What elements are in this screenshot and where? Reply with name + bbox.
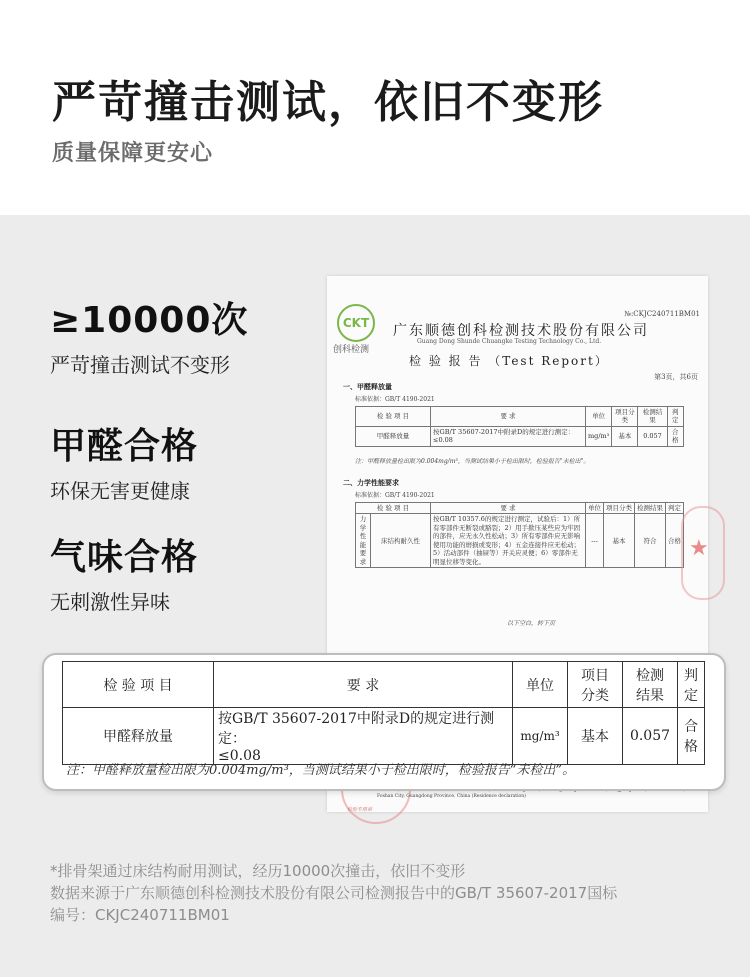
zoom-cell-req (214, 708, 513, 765)
zoomed-table (62, 661, 705, 765)
cell: 合格 (667, 426, 683, 446)
zoom-note: 注：甲醛释放量检出限为0.004mg/m³，当测试结果小于检出限时，检验报告“未检出”。 (66, 763, 576, 778)
zoom-header-row (63, 662, 705, 708)
zoom-data-row (63, 708, 705, 765)
header-cell: 检 验 项 目 (356, 407, 431, 427)
page-subtitle: 质量保障更安心 (52, 141, 214, 166)
zoom-header-result-line1: 检测 (636, 667, 664, 684)
zoom-header-result-line2: 结果 (636, 687, 664, 704)
zoom-cell-class: 基本 (568, 708, 623, 765)
zoom-req-line2: ≤0.08 (218, 748, 261, 764)
zoom-header-judge: 判定 (678, 662, 705, 708)
section1-note: 注：甲醛释放量检出限为0.004mg/m³，当测试结果小于检出限时，检验报告"未检出"。 (355, 458, 590, 465)
report-company: 广东顺德创科检测技术股份有限公司 (393, 323, 649, 339)
blank-note: 以下空白，转下页 (507, 620, 556, 627)
header-cell: 项目分类 (604, 503, 635, 514)
stamp-caption: 检验专用章 (347, 807, 373, 813)
cell: --- (586, 514, 604, 568)
section1-heading: 一、甲醛释放量 (343, 382, 392, 391)
header-cell: 判定 (667, 407, 683, 427)
table-row (356, 426, 684, 446)
zoom-header-class-line2: 分类 (581, 687, 609, 704)
cell: 基本 (604, 514, 635, 568)
page-title: 严苛撞击测试，依旧不变形 (52, 77, 604, 128)
section1-basis: 标准依据：GB/T 4190-2021 (355, 396, 435, 403)
section2-table (355, 502, 684, 568)
report-company-en: Guang Dong Shunde Chuangke Testing Technology Co., Ltd. (417, 338, 602, 345)
feature-odor-desc: 无刺激性异味 (50, 590, 170, 614)
header-cell: 单位 (586, 407, 612, 427)
zoom-req-line1: 按GB/T 35607-2017中附录D的规定进行测定： (218, 711, 495, 747)
feature-odor (50, 529, 198, 615)
header-section (0, 0, 750, 215)
header-cell: 检测结果 (635, 503, 666, 514)
cell: 按GB/T 10357.6的规定进行测定，试验后：1）所有零部件无断裂或豁裂；2）用手揿压某些应为牢固的部件，应无永久性松动；3）所有零部件应无影响使用功能的磨损或变形；4）五金连接件应无松动；5）活动部件（抽屉等）开关应灵便；6）零部件无明显位移等变化。 (431, 514, 586, 568)
zoom-header-req: 要 求 (214, 662, 513, 708)
zoom-header-class-line1: 项目 (581, 667, 609, 684)
feature-impact (50, 292, 248, 378)
cell: 0.057 (638, 426, 667, 446)
footnote-line3: 编号：CKJC240711BM01 (50, 906, 230, 924)
cell: 甲醛释放量 (356, 426, 431, 446)
footnote-line2: 数据来源于广东顺德创科检测技术股份有限公司检测报告中的GB/T 35607-2017国标 (50, 884, 618, 902)
feature-formaldehyde-desc: 环保无害更健康 (50, 479, 190, 503)
feature-impact-value: ≥10000次 (50, 300, 249, 341)
section2-basis: 标准依据：GB/T 4190-2021 (355, 492, 435, 499)
footnote (50, 860, 617, 926)
section2-heading: 二、力学性能要求 (343, 478, 399, 487)
cell: 合格 (666, 514, 684, 568)
zoom-header-item: 检 验 项 目 (63, 662, 214, 708)
table-header-row (356, 503, 684, 514)
cell: mg/m³ (586, 426, 612, 446)
header-cell: 检 验 项 目 (356, 503, 431, 514)
feature-formaldehyde-value: 甲醛合格 (50, 426, 199, 467)
zoom-cell-judge: 合格 (678, 708, 705, 765)
header-cell: 要 求 (431, 503, 586, 514)
header-cell: 单位 (586, 503, 604, 514)
table-row (356, 514, 684, 568)
footnote-line1: *排骨架通过床结构耐用测试，经历10000次撞击，依旧不变形 (50, 862, 466, 880)
cell: 力学性能要求 (356, 514, 371, 568)
report-footer: Foshan City, Guangdong Province, China (Residence declaration) (377, 794, 526, 800)
cell: 按GB/T 35607-2017中附录D的规定进行测定：≤0.08 (431, 426, 586, 446)
section1-table (355, 406, 684, 447)
logo-caption: 创科检测 (333, 345, 370, 355)
header-cell: 项目分类 (612, 407, 638, 427)
zoomed-table-callout (42, 653, 726, 791)
feature-odor-value: 气味合格 (50, 537, 199, 578)
zoom-cell-item: 甲醛释放量 (63, 708, 214, 765)
ckt-logo-icon: CKT (337, 304, 375, 342)
report-number: №:CKJC240711BM01 (624, 310, 700, 318)
zoom-header-class (568, 662, 623, 708)
header-cell: 检测结果 (638, 407, 667, 427)
zoom-cell-result: 0.057 (623, 708, 678, 765)
header-cell: 判定 (666, 503, 684, 514)
feature-formaldehyde (50, 418, 198, 504)
star-icon: ★ (689, 536, 709, 561)
table-header-row (356, 407, 684, 427)
feature-impact-desc: 严苛撞击测试不变形 (50, 353, 230, 377)
cell: 基本 (612, 426, 638, 446)
cell: 符合 (635, 514, 666, 568)
cell: 床结构耐久性 (371, 514, 431, 568)
report-page: 第3页，共6页 (654, 373, 698, 381)
zoom-cell-unit: mg/m³ (513, 708, 568, 765)
zoom-header-result (623, 662, 678, 708)
header-cell: 要 求 (431, 407, 586, 427)
zoom-header-unit: 单位 (513, 662, 568, 708)
report-title: 检 验 报 告 （Test Report） (409, 354, 609, 368)
